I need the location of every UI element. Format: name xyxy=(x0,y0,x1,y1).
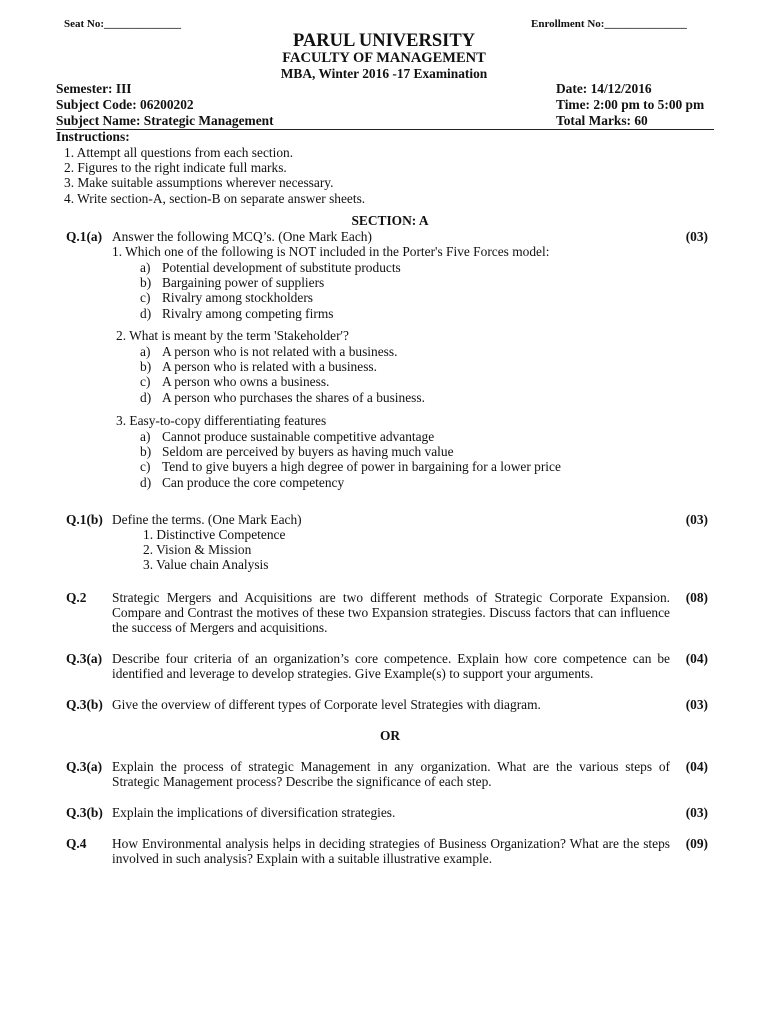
semester: Semester: III xyxy=(56,81,132,96)
question-marks: (08) xyxy=(685,590,708,605)
option-letter: c) xyxy=(140,374,151,390)
option-text: Bargaining power of suppliers xyxy=(162,275,325,291)
section-title: SECTION: A xyxy=(351,213,429,228)
term-item: 1. Distinctive Competence xyxy=(143,527,286,542)
instruction-item: 1. Attempt all questions from each section. xyxy=(64,145,294,160)
question-number: Q.3(a) xyxy=(66,651,103,666)
question-text: Explain the implications of diversification strategies. xyxy=(112,805,396,820)
option-text: A person who owns a business. xyxy=(162,374,330,390)
option-letter: b) xyxy=(140,275,152,291)
question-marks: (09) xyxy=(685,836,708,851)
option-text: Tend to give buyers a high degree of power in bargaining for a lower price xyxy=(162,459,561,475)
subject-code: Subject Code: 06200202 xyxy=(56,97,194,112)
question-text: Give the overview of different types of Corporate level Strategies with diagram. xyxy=(112,697,541,712)
subject-name: Subject Name: Strategic Management xyxy=(56,113,274,128)
terms-list xyxy=(143,527,285,573)
enrollment-no: Enrollment No:_______________ xyxy=(531,18,687,30)
option-letter: d) xyxy=(140,474,152,490)
question-text: Describe four criteria of an organization’s core competence. Explain how core competence can be identified and leverage to develop strategies. Give Example(s) to support your arguments. xyxy=(112,651,670,682)
question-number: Q.1(a) xyxy=(66,229,103,244)
question-marks: (03) xyxy=(685,805,708,820)
question-marks: (03) xyxy=(685,229,708,244)
term-item: 2. Vision & Mission xyxy=(143,542,252,558)
instruction-item: 2. Figures to the right indicate full marks. xyxy=(64,160,287,176)
mcq-options xyxy=(140,260,401,321)
question-marks: (03) xyxy=(685,697,708,712)
mcq-option xyxy=(140,475,561,490)
question-number: Q.2 xyxy=(66,590,87,605)
option-text: A person who purchases the shares of a business. xyxy=(162,389,425,405)
question-text: Explain the process of strategic Management in any organization. What are the various steps of Strategic Management process? Describe the significance of each step. xyxy=(112,759,670,790)
option-text: Potential development of substitute products xyxy=(162,260,401,275)
option-text: A person who is not related with a business. xyxy=(162,344,398,359)
question-number: Q.3(b) xyxy=(66,697,103,712)
mcq-stem: 2. What is meant by the term 'Stakeholder'? xyxy=(116,328,349,343)
mcq-option xyxy=(140,459,561,474)
mcq-option xyxy=(140,260,401,275)
mcq-option xyxy=(140,390,425,405)
instructions-list xyxy=(64,145,365,206)
question-text: Define the terms. (One Mark Each) xyxy=(112,512,302,527)
option-text: Cannot produce sustainable competitive advantage xyxy=(162,429,435,444)
exam-title: MBA, Winter 2016 -17 Examination xyxy=(280,66,488,81)
question-marks: (04) xyxy=(685,651,708,666)
mcq-options xyxy=(140,344,425,405)
option-text: A person who is related with a business. xyxy=(162,359,377,375)
option-letter: b) xyxy=(140,444,152,460)
mcq-options xyxy=(140,429,561,490)
mcq-stem: 1. Which one of the following is NOT included in the Porter's Five Forces model: xyxy=(112,244,550,259)
mcq-stem: 3. Easy-to-copy differentiating features xyxy=(116,413,327,428)
option-letter: c) xyxy=(140,290,151,306)
mcq-option xyxy=(140,344,425,359)
mcq-option xyxy=(140,429,561,444)
mcq-option xyxy=(140,290,401,305)
question-marks: (03) xyxy=(685,512,708,527)
question-number: Q.3(a) xyxy=(66,759,103,774)
option-text: Can produce the core competency xyxy=(162,474,345,490)
exam-time: Time: 2:00 pm to 5:00 pm xyxy=(556,97,705,112)
option-text: Seldom are perceived by buyers as having much value xyxy=(162,444,454,460)
question-number: Q.1(b) xyxy=(66,512,103,527)
question-text: Answer the following MCQ’s. (One Mark Each) xyxy=(112,229,372,244)
option-letter: d) xyxy=(140,305,152,321)
option-letter: b) xyxy=(140,359,152,375)
faculty-name: FACULTY OF MANAGEMENT xyxy=(282,50,486,66)
term-item: 3. Value chain Analysis xyxy=(143,557,269,573)
seat-no: Seat No:______________ xyxy=(64,18,182,30)
mcq-option xyxy=(140,306,401,321)
exam-date: Date: 14/12/2016 xyxy=(556,81,652,96)
question-text: Strategic Mergers and Acquisitions are two different methods of Strategic Corporate Expansion. Compare and Contrast the motives of these two Expansion strategies. Discuss factors that can influence the success of Mergers and acquisitions. xyxy=(112,590,670,636)
question-marks: (04) xyxy=(685,759,708,774)
option-text: Rivalry among competing firms xyxy=(162,305,334,321)
mcq-option xyxy=(140,374,425,389)
instruction-item: 3. Make suitable assumptions wherever necessary. xyxy=(64,175,334,191)
header-divider xyxy=(56,129,714,130)
option-letter: a) xyxy=(140,260,151,275)
instruction-item: 4. Write section-A, section-B on separate answer sheets. xyxy=(64,190,366,206)
question-number: Q.4 xyxy=(66,836,87,851)
instructions-title: Instructions: xyxy=(56,129,130,144)
question-text: How Environmental analysis helps in deciding strategies of Business Organization? What are the steps involved in such analysis? Explain with a suitable illustrative example. xyxy=(112,836,670,867)
university-name: PARUL UNIVERSITY xyxy=(292,31,476,51)
mcq-option xyxy=(140,359,425,374)
mcq-option xyxy=(140,275,401,290)
option-letter: a) xyxy=(140,429,151,444)
or-label: OR xyxy=(379,728,401,743)
question-number: Q.3(b) xyxy=(66,805,103,820)
option-letter: c) xyxy=(140,459,151,475)
mcq-option xyxy=(140,444,561,459)
total-marks: Total Marks: 60 xyxy=(556,113,648,128)
option-letter: a) xyxy=(140,344,151,359)
option-text: Rivalry among stockholders xyxy=(162,290,313,306)
option-letter: d) xyxy=(140,389,152,405)
